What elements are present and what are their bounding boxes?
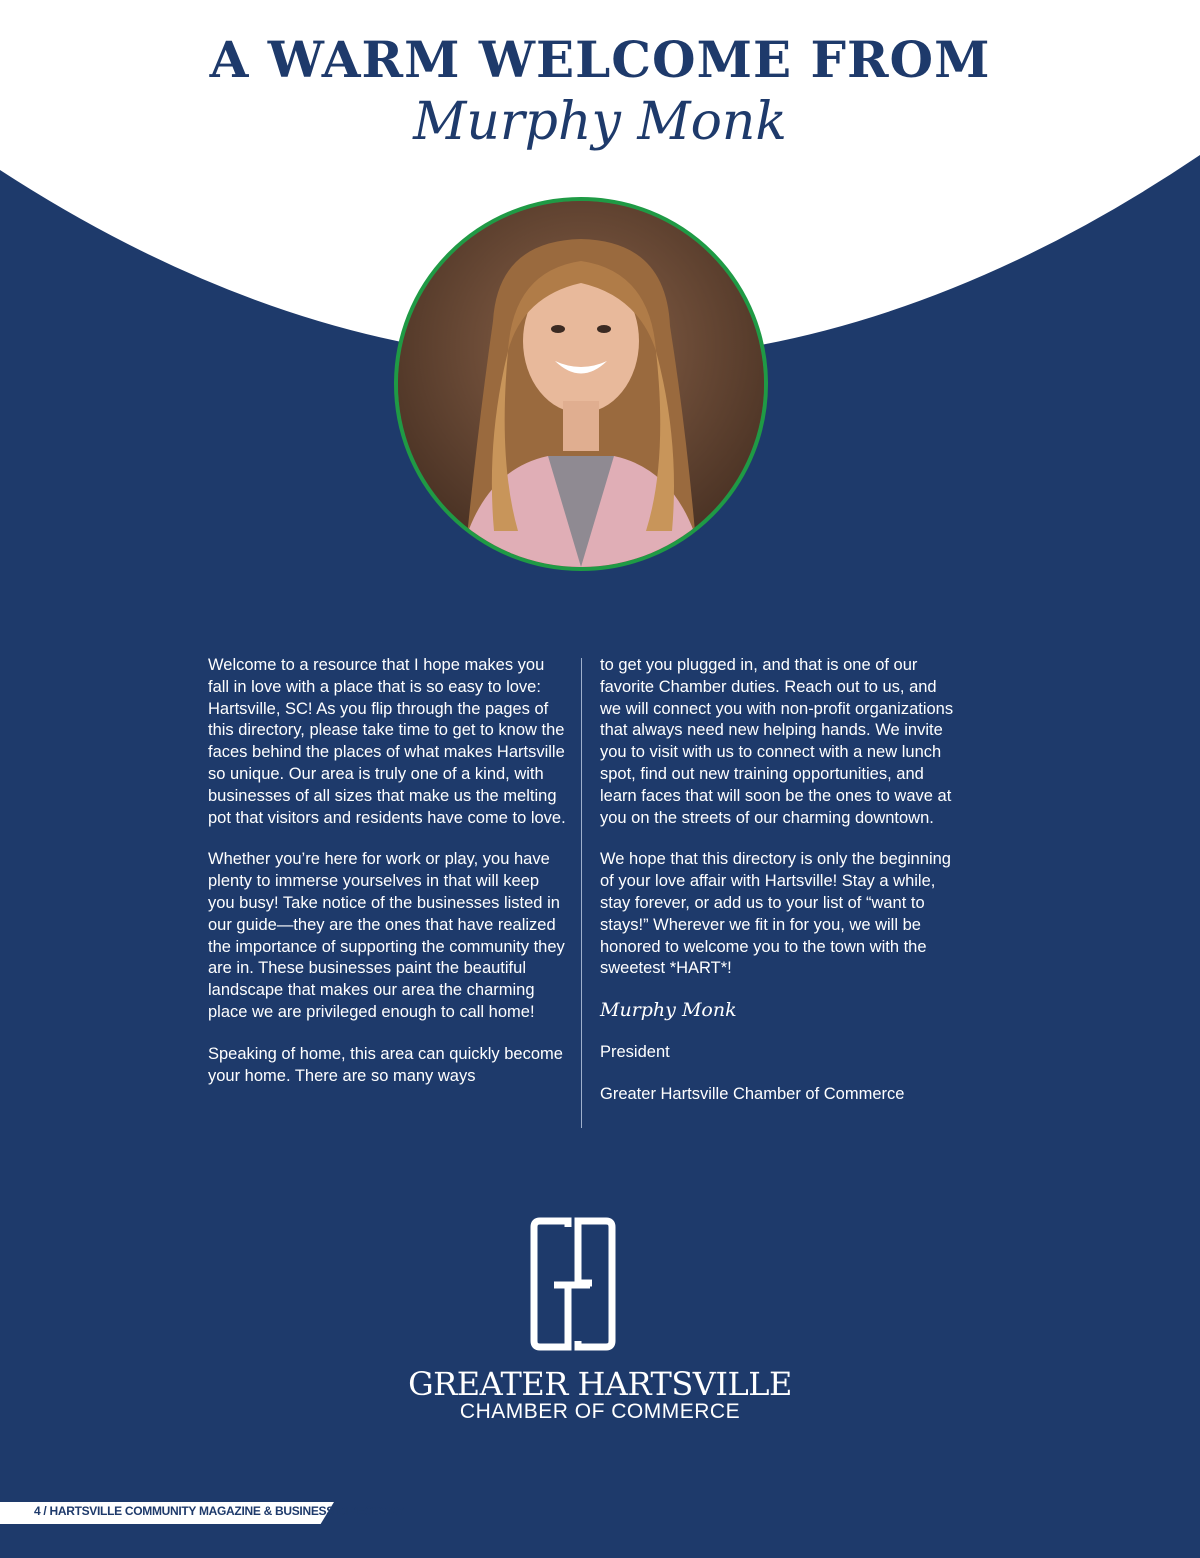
letter-paragraph: to get you plugged in, and that is one of our favorite Chamber duties. Reach out to us, and we will connect you with non-profit organizations that always need new helping hands. We invite you to visit with us to connect with a new lunch spot, find out new training opportunities, and learn faces that will soon be the ones to wave at you on the streets of our charming downtown. <box>600 656 954 827</box>
portrait-photo <box>394 197 768 571</box>
letter-paragraph: Whether you’re here for work or play, you have plenty to immerse yourselves in that will keep you busy! Take notice of the businesses listed in our guide—they are the ones that have realized the importance of supporting the community they are in. These businesses paint the beautiful landscape that makes our area the charming place we are privileged enough to call home! <box>208 850 565 1021</box>
header-signature-name: Murphy Monk <box>413 92 787 152</box>
column-divider <box>581 658 582 1128</box>
letter-paragraph: Welcome to a resource that I hope makes you fall in love with a place that is so easy to love: Hartsville, SC! As you flip through the pages of this directory, please take time to get to know the faces behind the places of what makes Hartsville so unique. Our area is truly one of a kind, with businesses of all sizes that make us the melting pot that visitors and residents have come to love. <box>208 656 566 827</box>
letter-paragraph: We hope that this directory is only the beginning of your love affair with Hartsville! Stay a while, stay forever, or add us to your list of “want to stays!” Wherever we fit in for you, we will be honored to welcome you to the town with the sweetest *HART*! <box>600 850 951 978</box>
letter-column-right <box>600 655 960 1126</box>
page-footer: 4 / HARTSVILLE COMMUNITY MAGAZINE & BUSINESS DIRECTORY <box>34 1504 405 1518</box>
letter-column-left <box>208 655 568 1107</box>
letter-signature: Murphy Monk <box>600 999 737 1022</box>
chamber-name: GREATER HARTSVILLE <box>408 1365 792 1403</box>
signer-title: President <box>600 1042 670 1061</box>
page-title: A WARM WELCOME FROM <box>209 30 991 89</box>
signer-organization: Greater Hartsville Chamber of Commerce <box>600 1084 905 1103</box>
portrait-illustration <box>398 201 764 567</box>
letter-paragraph: Speaking of home, this area can quickly become your home. There are so many ways <box>208 1044 563 1085</box>
gh-monogram-icon <box>528 1215 618 1353</box>
chamber-subtitle: CHAMBER OF COMMERCE <box>459 1400 741 1423</box>
